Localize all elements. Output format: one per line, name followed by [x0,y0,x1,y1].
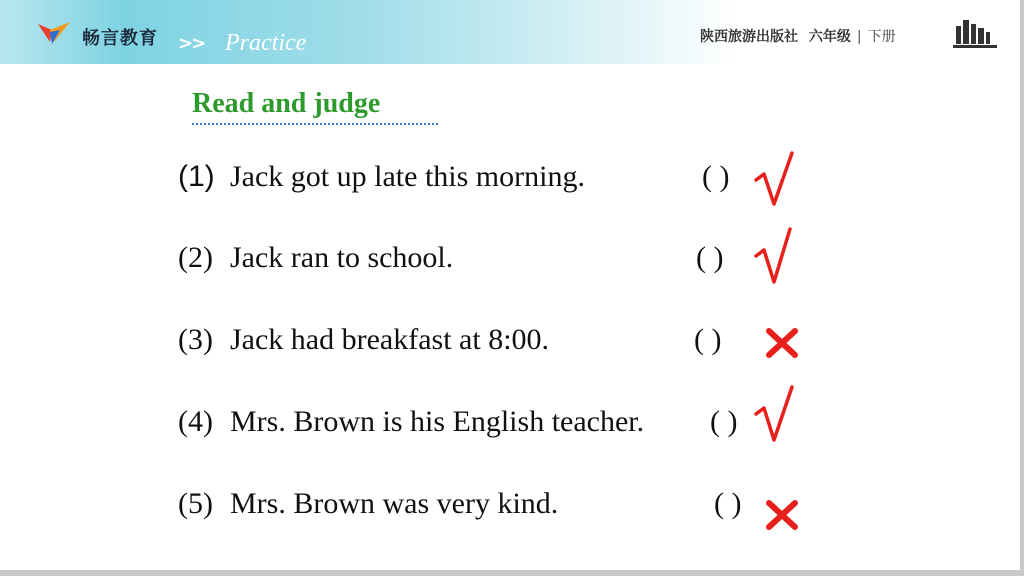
question-2 [178,241,818,281]
publisher-name: 陕西旅游出版社 [700,29,798,45]
cross-mark-icon [766,500,798,530]
separator: | [856,29,862,45]
check-mark-icon [752,384,796,446]
question-5 [178,487,818,527]
bird-logo-icon [36,20,72,46]
check-mark-icon [752,226,796,288]
answer-blank[interactable]: ( ) [696,241,724,274]
answer-blank[interactable]: ( ) [694,323,722,356]
question-1 [178,160,818,200]
question-number: (4) [178,405,213,438]
grade-label: 六年级 [808,29,851,45]
brand-name: 畅言教育 [82,28,158,49]
question-3 [178,323,818,363]
question-text: Mrs. Brown was very kind. [230,487,559,520]
check-mark-icon [752,150,796,212]
question-text: Jack ran to school. [230,241,454,274]
question-number: (5) [178,487,213,520]
question-4 [178,405,818,445]
question-text: Mrs. Brown is his English teacher. [230,405,645,438]
volume-label: 下册 [867,29,896,45]
header-bar [0,0,1020,64]
subtitle: Read and judge [192,88,381,119]
books-icon [953,18,997,48]
question-number: (2) [178,241,213,274]
answer-blank[interactable]: ( ) [702,160,730,193]
question-text: Jack got up late this morning. [230,160,585,193]
question-text: Jack had breakfast at 8:00. [230,323,550,356]
answer-blank[interactable]: ( ) [710,405,738,438]
question-number: (1) [178,160,215,193]
subtitle-underline [192,123,438,125]
question-number: (3) [178,323,213,356]
chevron-icon: >> [178,33,205,54]
answer-blank[interactable]: ( ) [714,487,742,520]
cross-mark-icon [766,328,798,358]
publisher-info [700,26,896,46]
section-title: Practice [225,30,307,56]
